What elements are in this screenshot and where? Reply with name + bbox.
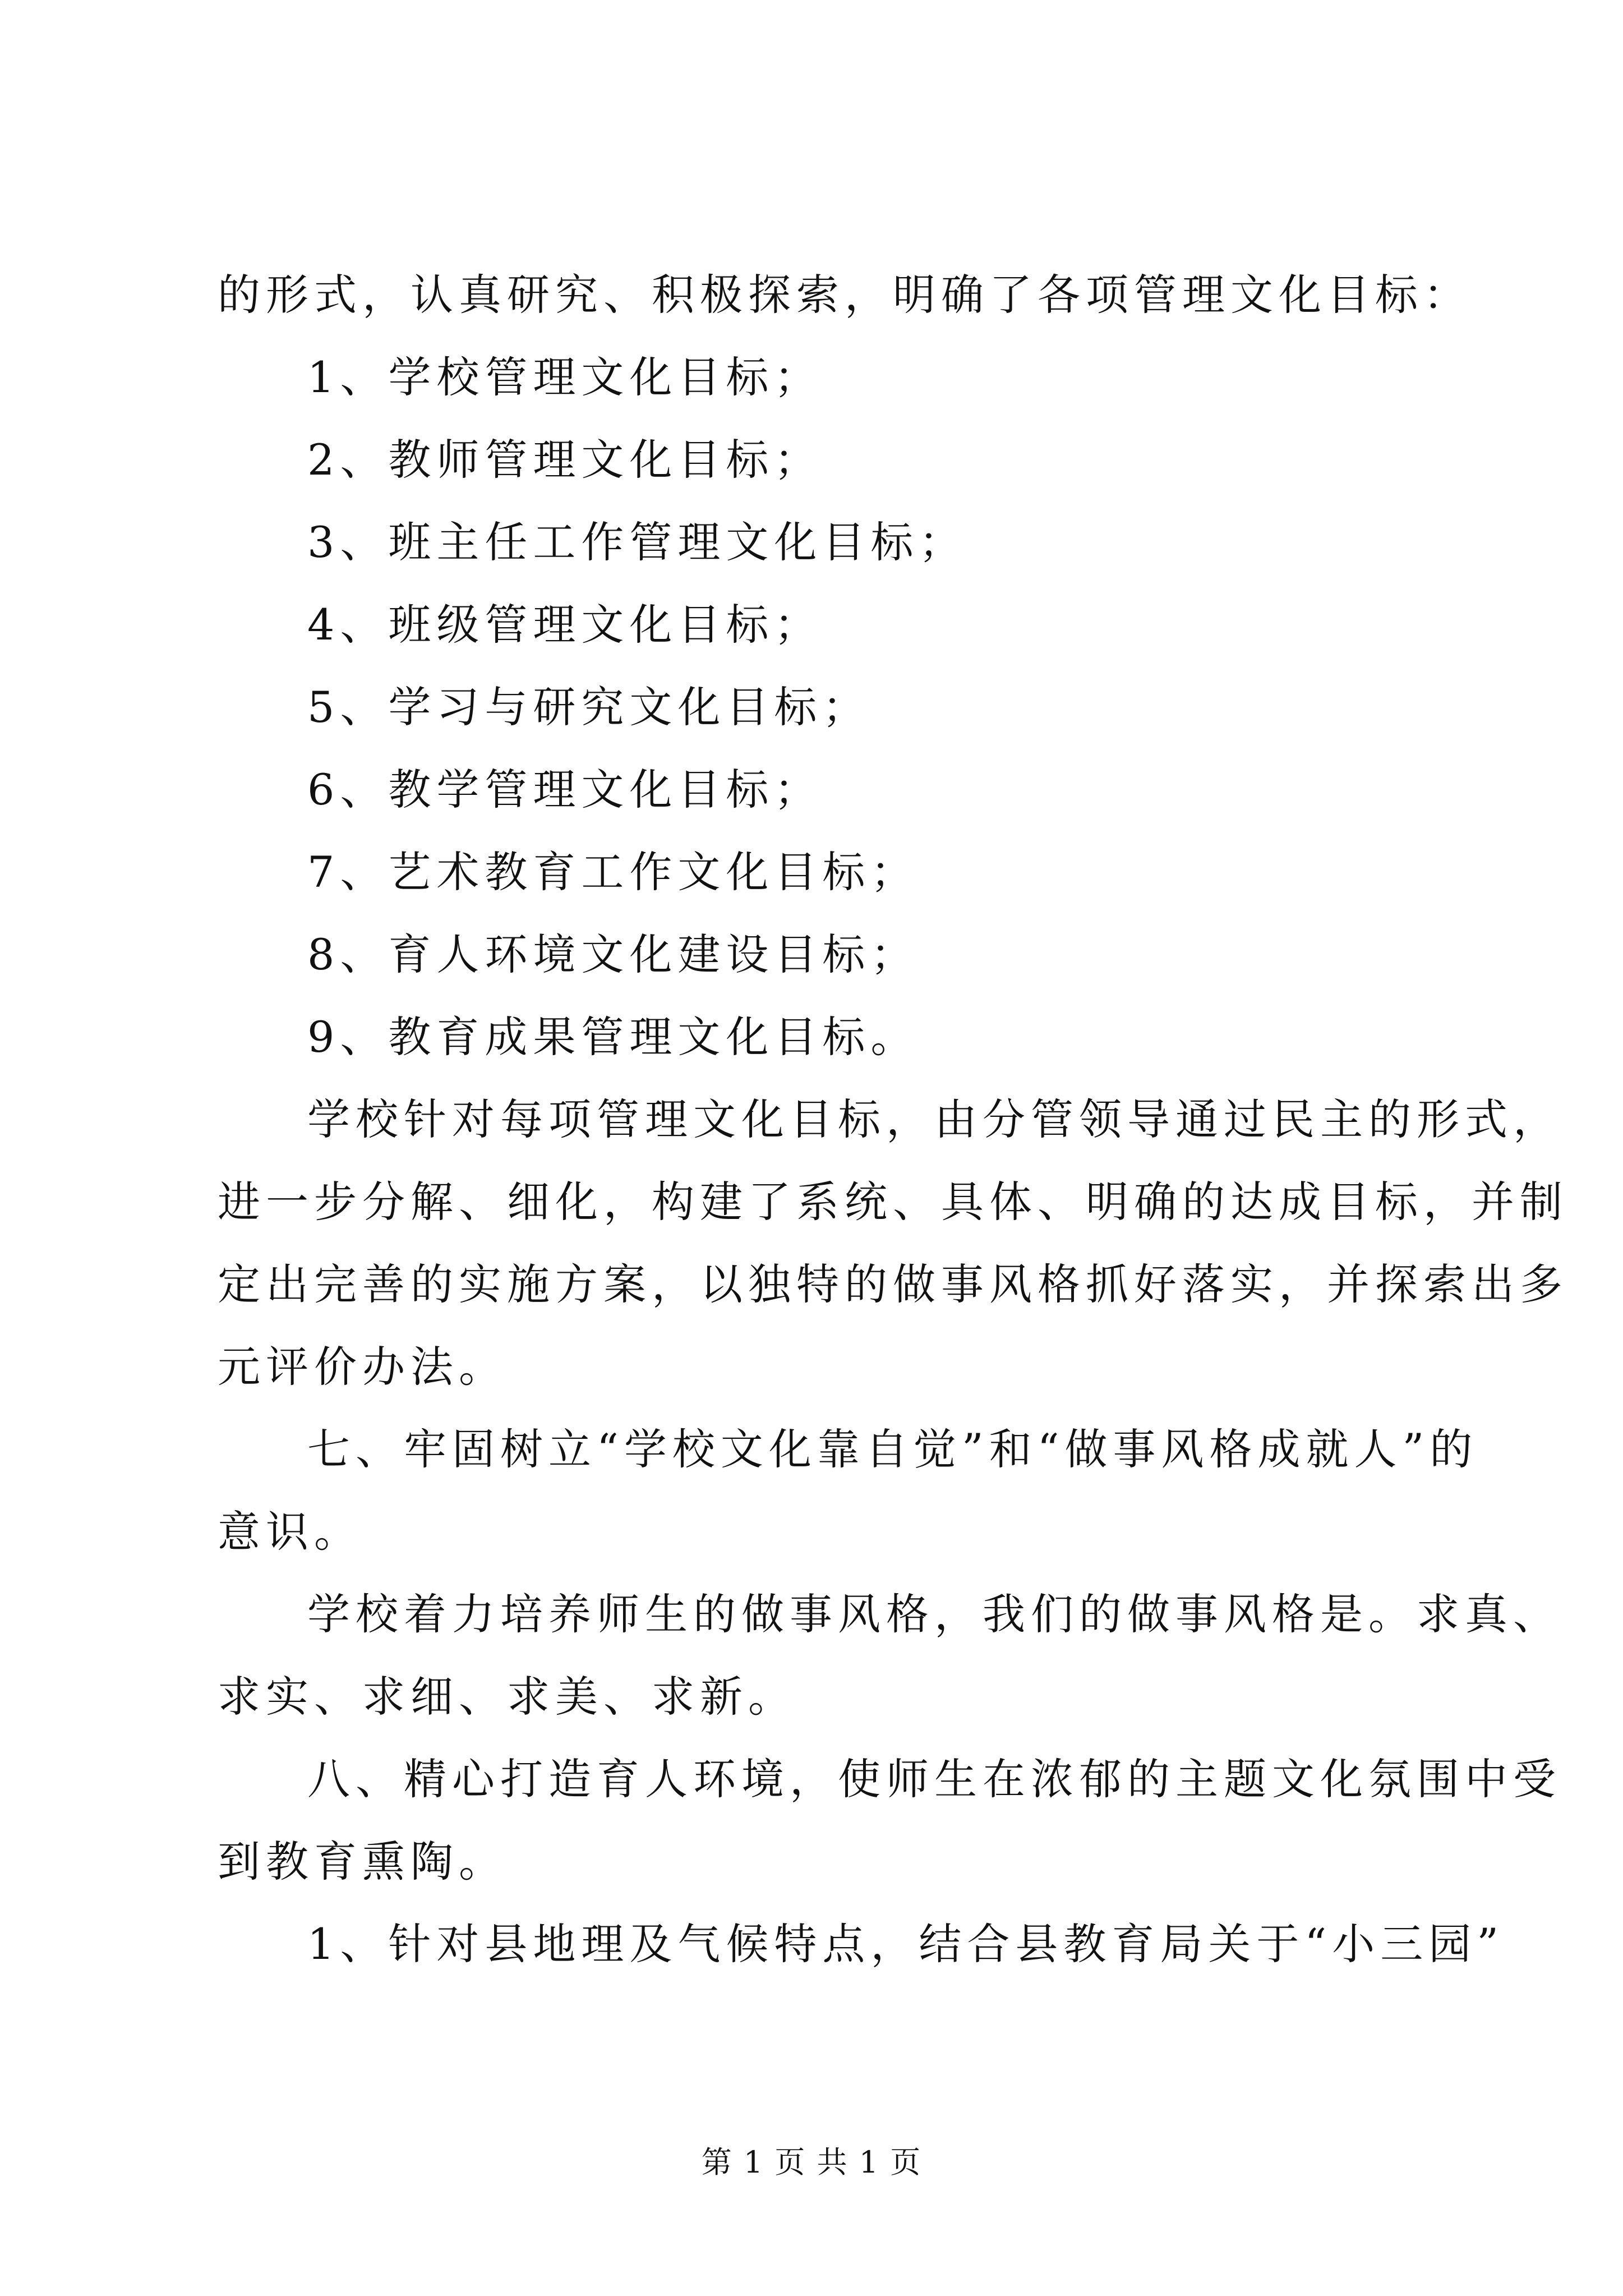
paragraph-line: 求实、求细、求美、求新。 [218, 1672, 796, 1722]
list-item-8: 8、育人环境文化建设目标； [307, 930, 919, 979]
section-heading-line: 八、精心打造育人环境，使师生在浓郁的主题文化氛围中受 [307, 1754, 1561, 1804]
list-item-3: 3、班主任工作管理文化目标； [307, 517, 967, 567]
paragraph-line: 学校针对每项管理文化目标，由分管领导通过民主的形式， [307, 1094, 1561, 1144]
paragraph-line: 进一步分解、细化，构建了系统、具体、明确的达成目标，并制 [218, 1177, 1568, 1227]
list-item-2: 2、教师管理文化目标； [307, 435, 823, 485]
list-item-7: 7、艺术教育工作文化目标； [307, 847, 919, 897]
list-item-1-environment: 1、针对县地理及气候特点，结合县教育局关于“小三园” [307, 1919, 1505, 1969]
list-item-6: 6、教学管理文化目标； [307, 765, 823, 815]
page-number-label: 第 1 页 共 1 页 [701, 2145, 922, 2180]
document-body [218, 254, 1568, 1985]
section-heading-line: 七、牢固树立“学校文化靠自觉”和“做事风格成就人”的 [307, 1424, 1478, 1474]
list-item-9: 9、教育成果管理文化目标。 [307, 1012, 919, 1062]
paragraph-continuation-line: 的形式，认真研究、积极探索，明确了各项管理文化目标： [218, 270, 1472, 320]
paragraph-line: 元评价办法。 [218, 1342, 507, 1392]
page-footer [0, 2143, 1623, 2182]
paragraph-line: 定出完善的实施方案，以独特的做事风格抓好落实，并探索出多 [218, 1259, 1568, 1309]
list-item-4: 4、班级管理文化目标； [307, 600, 823, 650]
section-heading-line: 到教育熏陶。 [218, 1837, 507, 1887]
section-heading-line: 意识。 [218, 1507, 362, 1557]
list-item-5: 5、学习与研究文化目标； [307, 682, 871, 732]
paragraph-line: 学校着力培养师生的做事风格，我们的做事风格是。求真、 [307, 1589, 1561, 1639]
list-item-1: 1、学校管理文化目标； [307, 352, 823, 402]
